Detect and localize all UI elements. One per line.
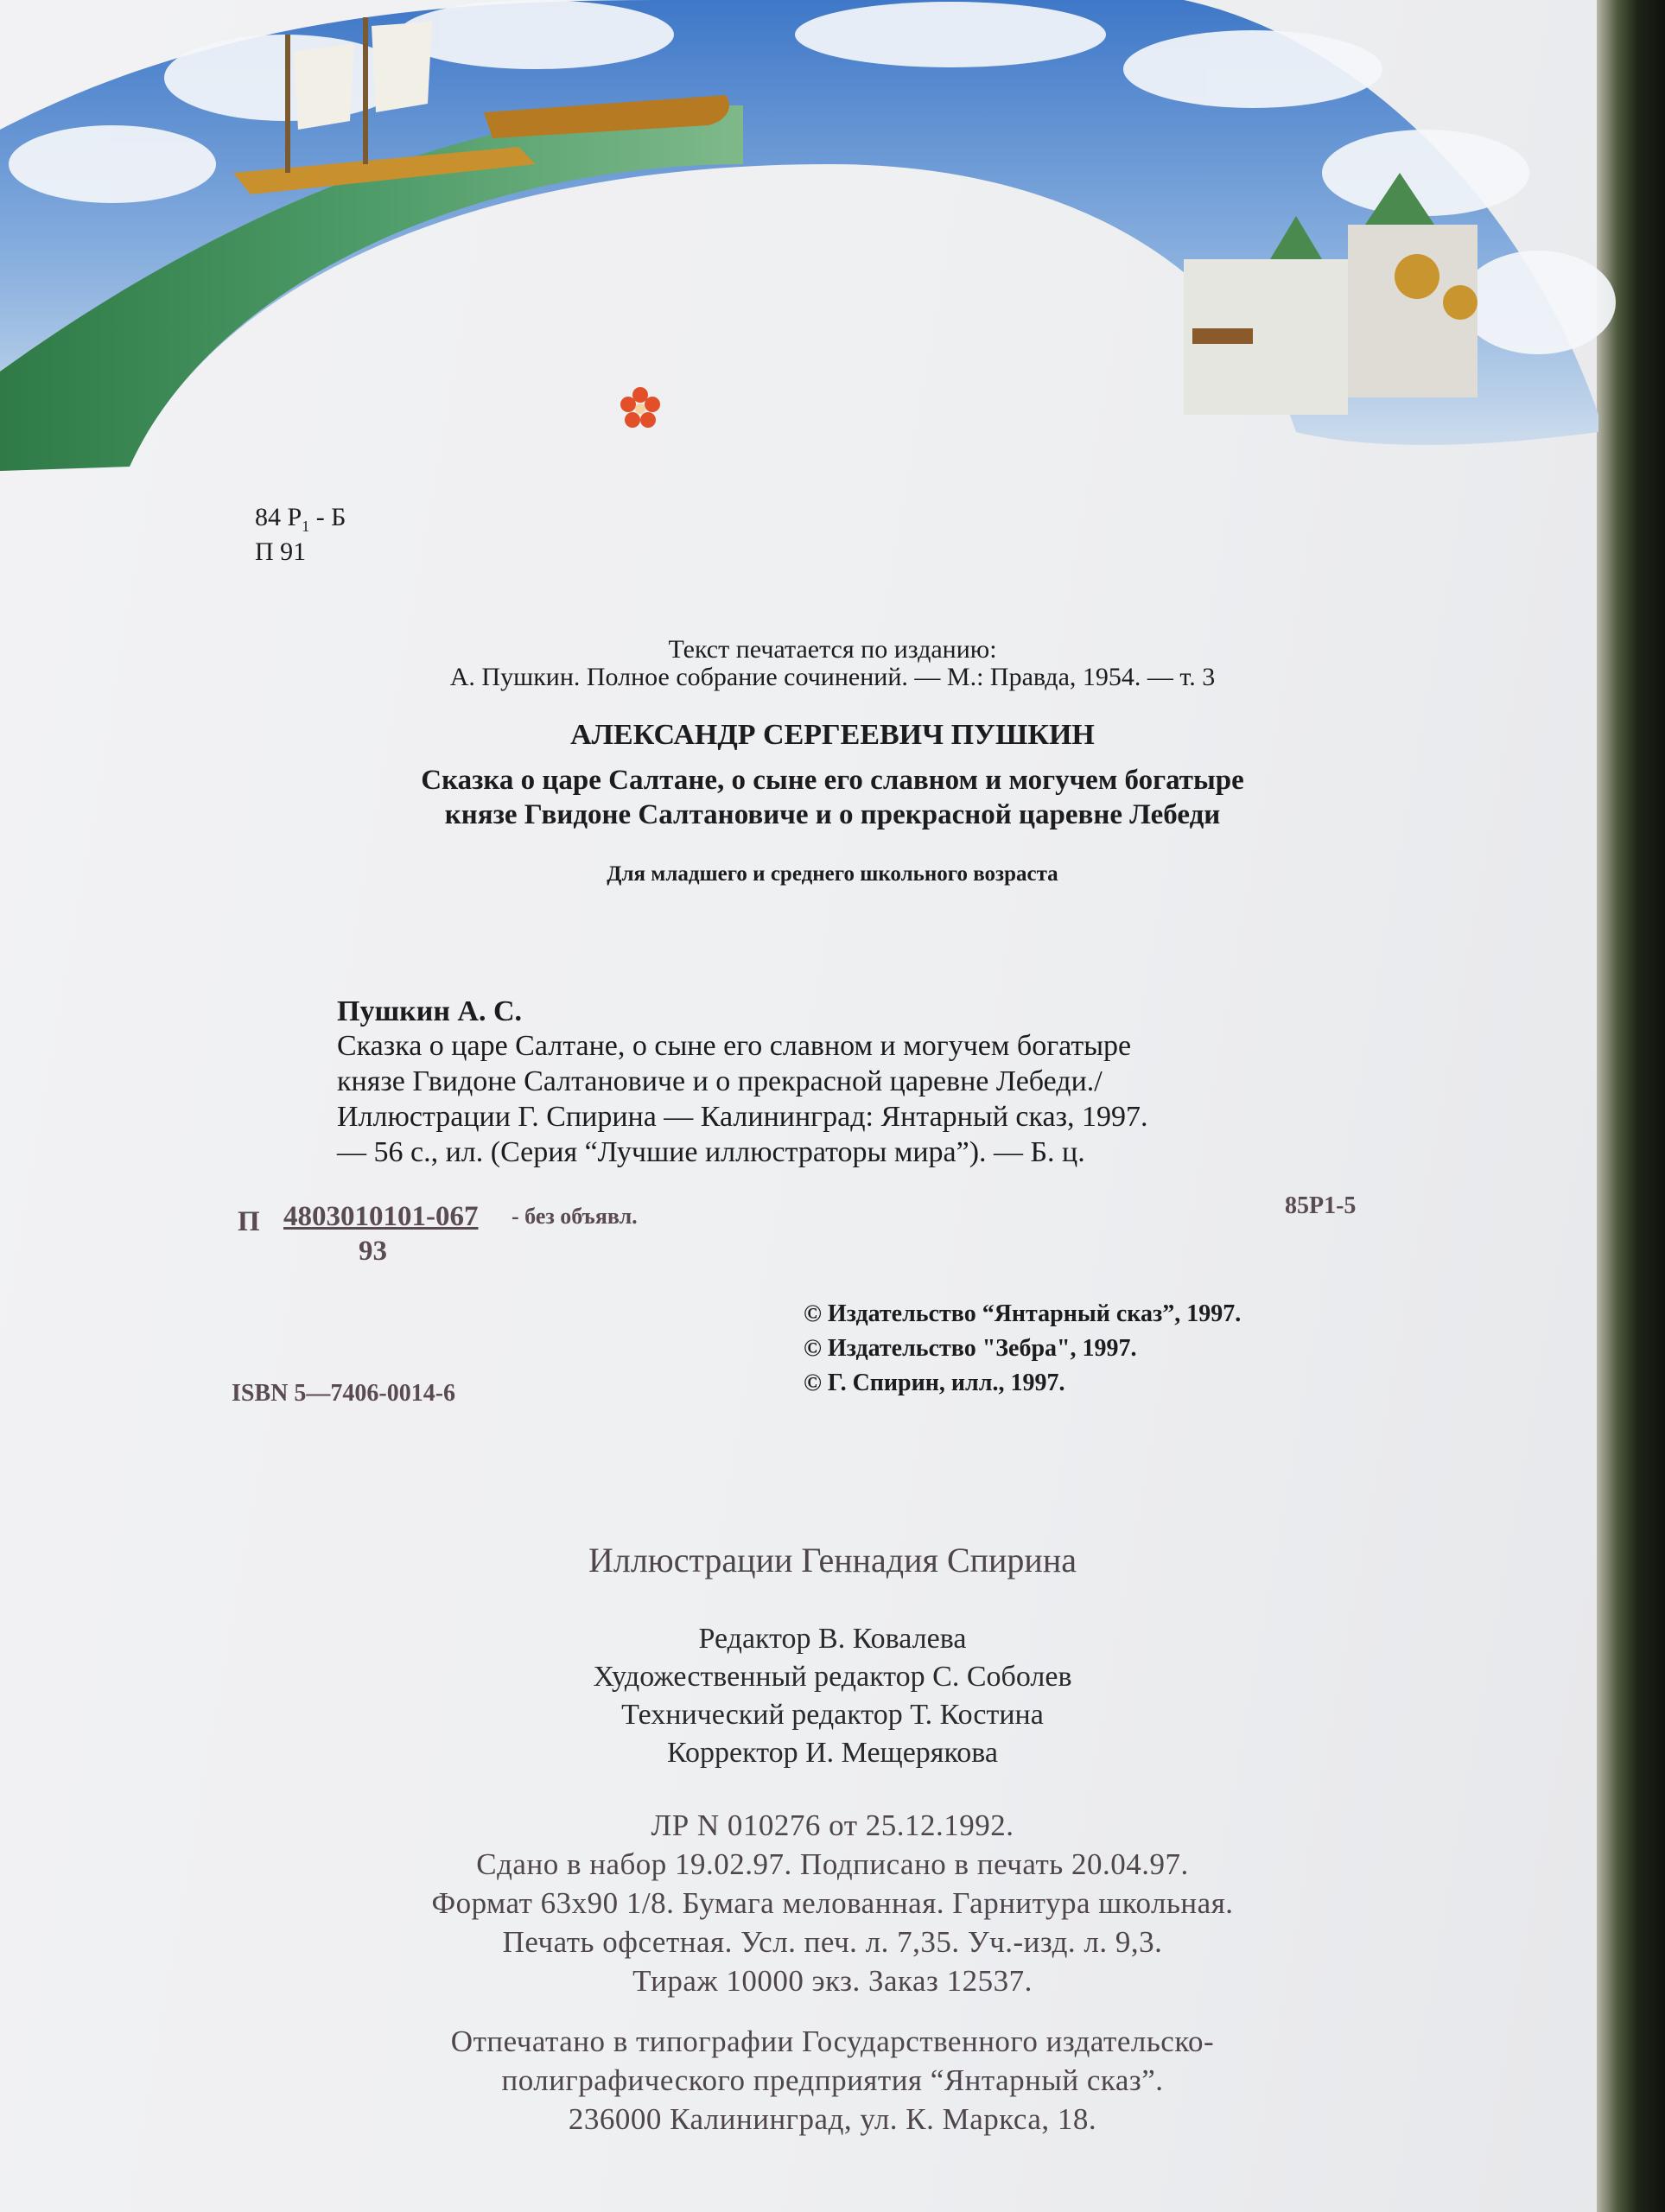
title-line-1: Сказка о царе Салтане, о сыне его славном и могучем богатыре <box>421 765 1244 796</box>
print-dates: Сдано в набор 19.02.97. Подписано в печать 20.04.97. <box>476 1847 1189 1881</box>
credit-tech-editor: Технический редактор Т. Костина <box>621 1699 1044 1731</box>
index-code: 85Р1-5 <box>1285 1192 1357 1219</box>
bib-author: Пушкин А. С. <box>337 995 523 1027</box>
printer-address: 236000 Калининград, ул. К. Маркса, 18. <box>568 2102 1097 2136</box>
author-mark: П 91 <box>255 537 307 566</box>
print-run: Тираж 10000 экз. Заказ 12537. <box>632 1964 1033 1998</box>
copyright-1: © Издательство “Янтарный сказ”, 1997. <box>804 1300 1242 1327</box>
source-line-2: А. Пушкин. Полное собрание сочинений. — М.: Правда, 1954. — т. 3 <box>449 663 1216 691</box>
index-prefix: П <box>238 1206 260 1237</box>
credit-art-editor: Художественный редактор С. Соболев <box>593 1661 1072 1693</box>
bib-line-4: — 56 с., ил. (Серия “Лучшие иллюстраторы мира”). — Б. ц. <box>337 1136 1085 1168</box>
index-denominator: 93 <box>359 1236 387 1267</box>
ornament-flower-icon <box>615 383 665 433</box>
illustrator-credit: Иллюстрации Геннадия Спирина <box>588 1541 1077 1580</box>
bib-line-2: князе Гвидоне Салтановиче и о прекрасной царевне Лебеди./ <box>337 1065 1103 1097</box>
bbk-subscript: 1 <box>302 518 310 535</box>
copyright-3: © Г. Спирин, илл., 1997. <box>804 1370 1065 1396</box>
print-method: Печать офсетная. Усл. печ. л. 7,35. Уч.-изд. л. 9,3. <box>502 1925 1163 1959</box>
bib-line-3: Иллюстрации Г. Спирина — Калининград: Янтарный сказ, 1997. <box>337 1101 1148 1133</box>
title-line-2: князе Гвидоне Салтановиче и о прекрасной царевне Лебеди <box>444 799 1221 830</box>
bib-line-1: Сказка о царе Салтане, о сыне его славном и могучем богатыре <box>337 1030 1132 1062</box>
print-format: Формат 63х90 1/8. Бумага мелованная. Гарнитура школьная. <box>431 1886 1234 1920</box>
arch-illustration <box>0 0 1665 484</box>
bbk-suffix: - Б <box>315 503 346 531</box>
printer-line-1: Отпечатано в типографии Государственного издательско- <box>450 2024 1215 2058</box>
credit-proofreader: Корректор И. Мещерякова <box>667 1737 998 1769</box>
copyright-2: © Издательство "Зебра", 1997. <box>804 1335 1137 1362</box>
index-numerator: 4803010101-067 <box>283 1201 479 1232</box>
source-line-1: Текст печатается по изданию: <box>668 635 997 664</box>
printer-line-2: полиграфического предприятия “Янтарный сказ”. <box>501 2063 1164 2097</box>
index-note: - без объявл. <box>512 1204 638 1229</box>
audience-note: Для младшего и среднего школьного возраста <box>607 862 1058 886</box>
isbn: ISBN 5—7406-0014-6 <box>232 1380 456 1407</box>
credit-editor: Редактор В. Ковалева <box>698 1623 967 1655</box>
author-full-name: АЛЕКСАНДР СЕРГЕЕВИЧ ПУШКИН <box>570 719 1095 751</box>
print-license: ЛР N 010276 от 25.12.1992. <box>651 1808 1014 1842</box>
bbk-code: 84 Р <box>255 503 302 531</box>
